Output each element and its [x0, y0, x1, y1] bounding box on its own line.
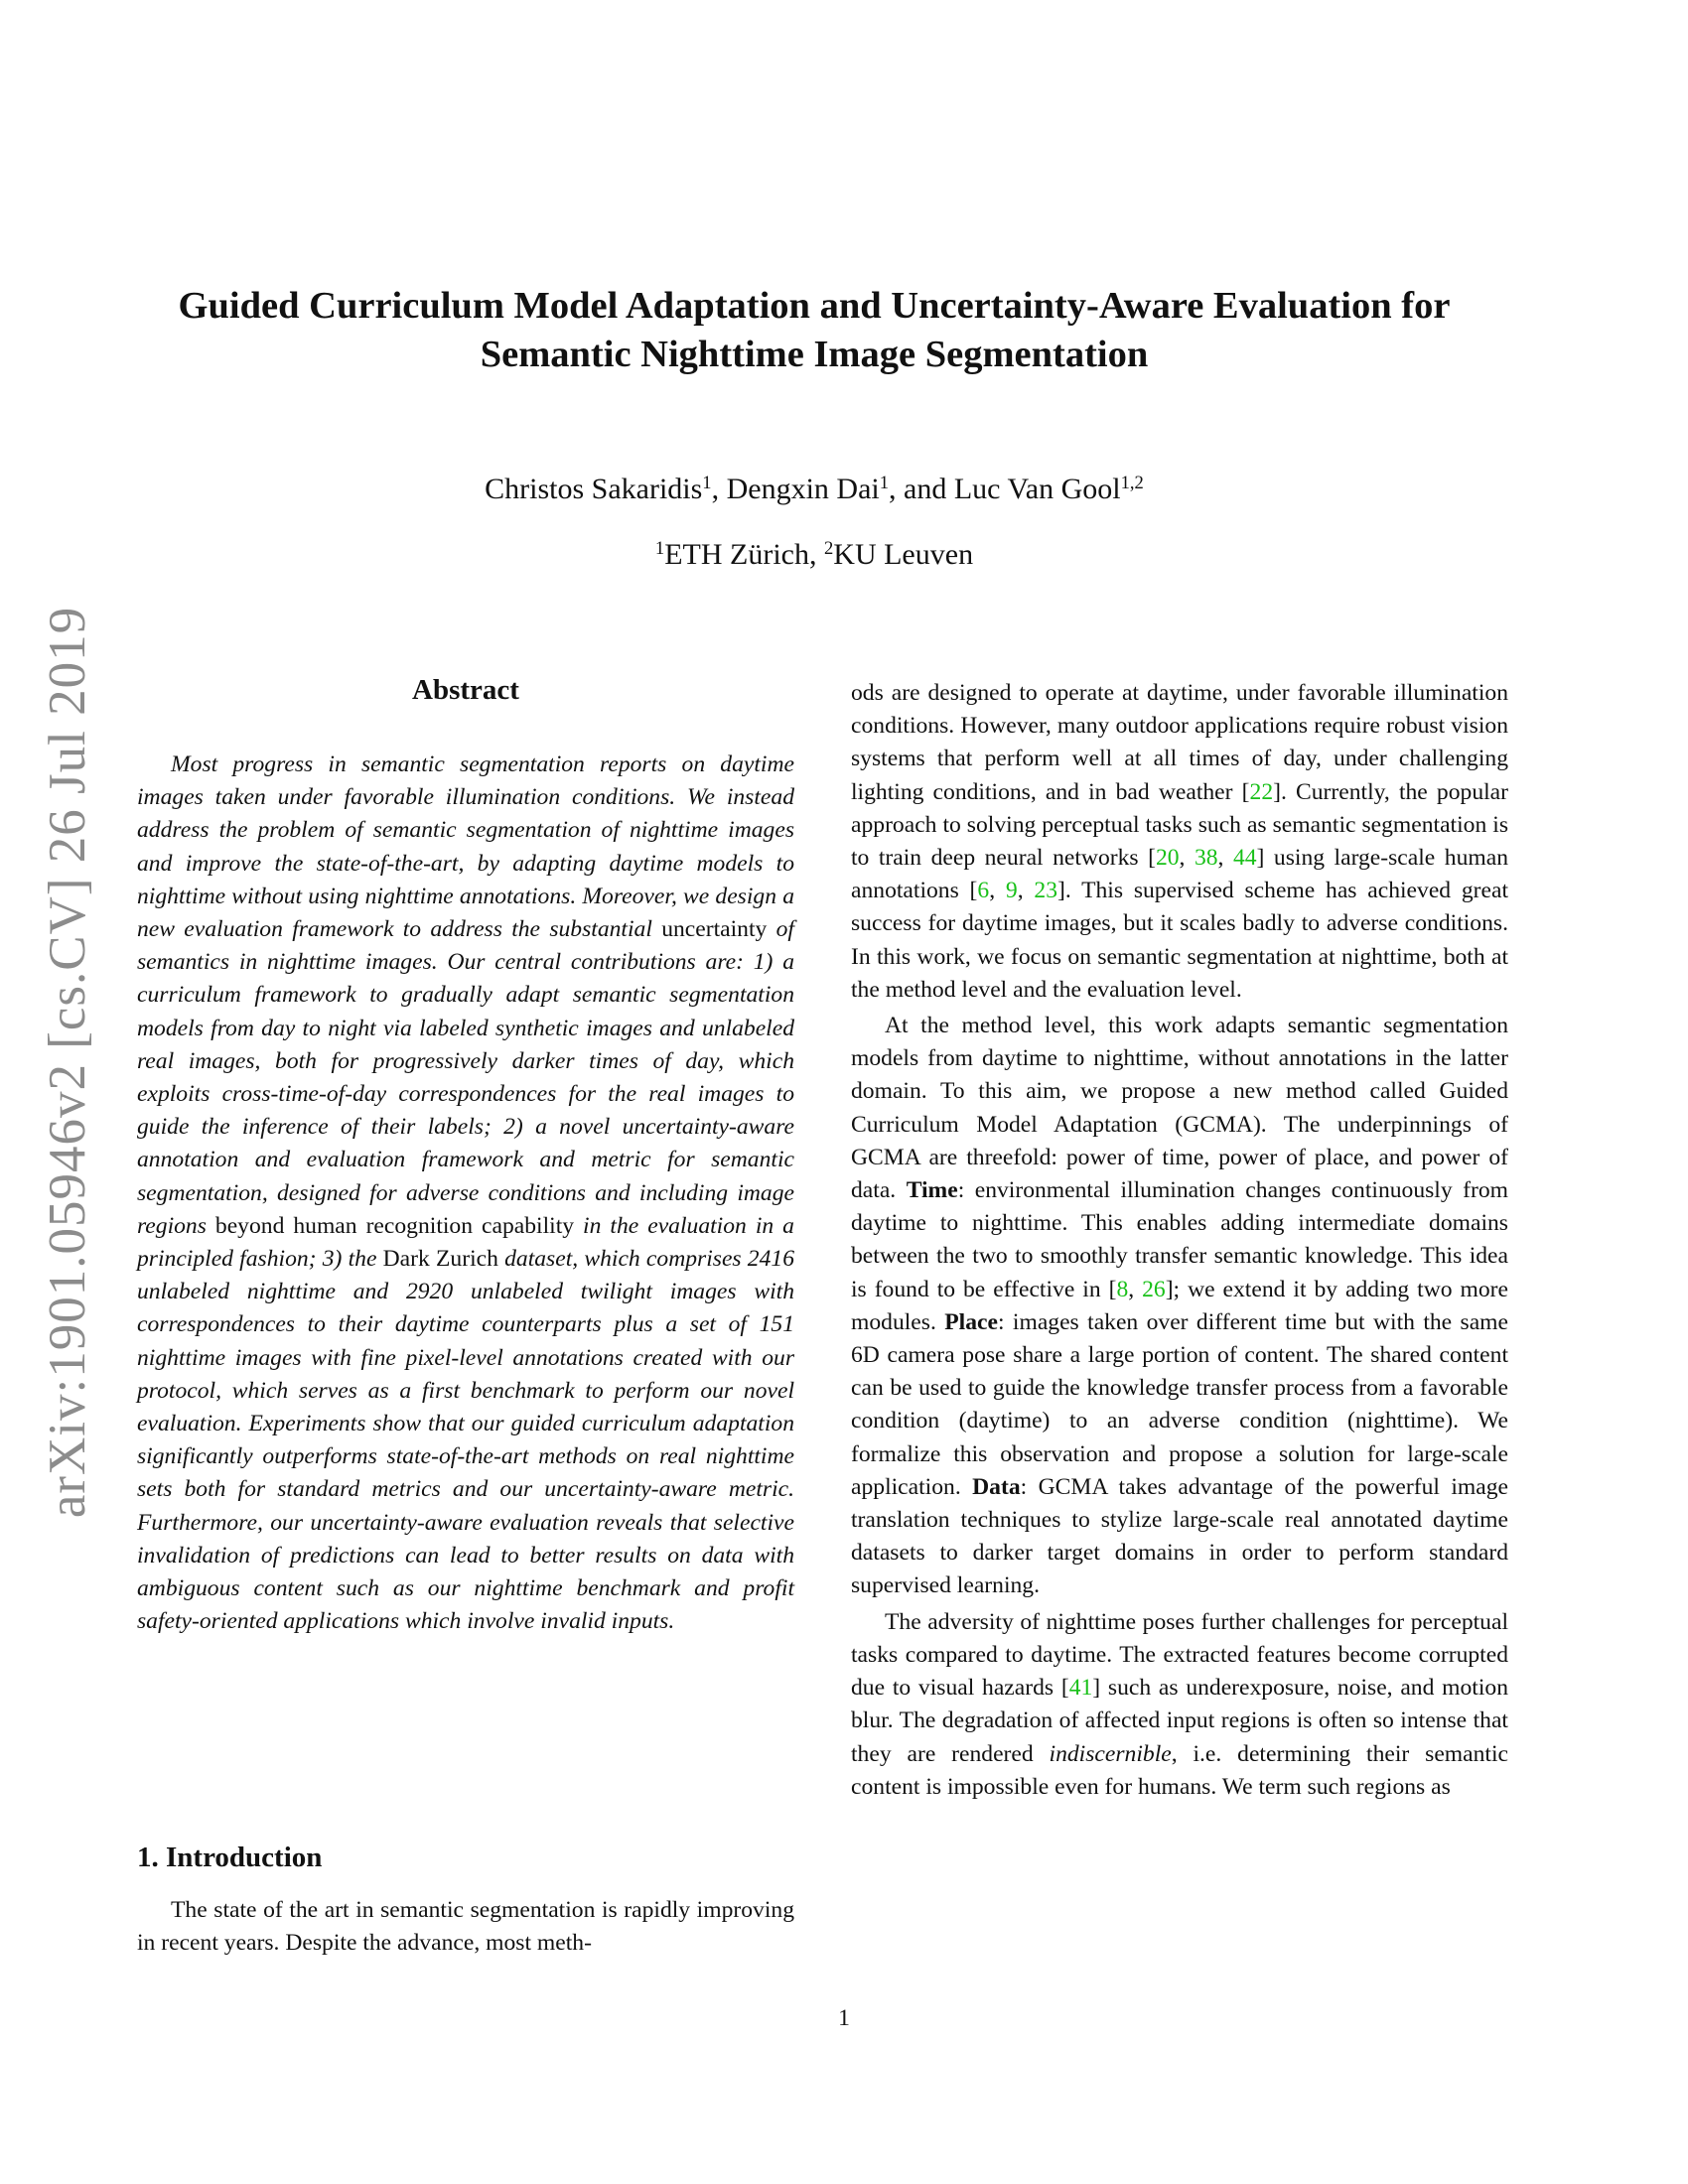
affil-mark: 2	[823, 537, 834, 559]
title-line-1: Guided Curriculum Model Adaptation and Uncertainty-Aware Evaluation for	[178, 285, 1451, 327]
arxiv-sidebar	[38, 586, 97, 1539]
affiliation: ETH Zürich,	[664, 538, 824, 571]
intro-right-column	[851, 677, 1508, 1807]
citation-link[interactable]: 6	[977, 878, 990, 904]
author-name: Christos Sakaridis	[485, 473, 703, 505]
intro-paragraph-3: The adversity of nighttime poses further challenges for perceptual tasks compared to daytime. The extracted features become corrupted due to visual hazards [41] such as underexposure, noise, and motion blur. The degradation of affected input regions is often so intense that they are rendered indiscernible, i.e. determining their semantic content is impossible even for humans. We term such regions as	[851, 1608, 1508, 1800]
citation-link[interactable]: 23	[1034, 878, 1057, 904]
citation-link[interactable]: 9	[1005, 878, 1018, 904]
author-name: , and Luc Van Gool	[889, 473, 1121, 505]
arxiv-identifier: arXiv:1901.05946v2 [cs.CV] 26 Jul 2019	[39, 606, 97, 1519]
citation-link[interactable]: 44	[1232, 845, 1257, 872]
citation-link[interactable]: 22	[1249, 778, 1274, 805]
section-heading-introduction: 1. Introduction	[137, 1842, 323, 1873]
citation-link[interactable]: 20	[1155, 845, 1180, 872]
author-name: , Dengxin Dai	[711, 473, 880, 505]
intro-paragraph-2: At the method level, this work adapts semantic segmentation models from daytime to nighttime, without annotations in the latter domain. To this aim, we propose a new method called Guided Curriculum Model Adaptation (GCMA). The underpinnings of GCMA are threefold: power of time, power of place, and power of data. Time: environmental illumination changes continuously from daytime to nighttime. This enables adding intermediate domains between the two to smoothly transfer semantic knowledge. This idea is found to be effective in [8, 26]; we extend it by adding two more modules. Place: images taken over different time but with the same 6D camera pose share a large portion of content. The shared content can be used to guide the knowledge transfer process from a favorable condition (daytime) to an adverse condition (nighttime). We formalize this observation and propose a solution for large-scale application. Data: GCMA takes advantage of the powerful image translation techniques to stylize large-scale real annotated daytime datasets to darker target domains in order to perform standard supervised learning.	[851, 1013, 1509, 1599]
citation-link[interactable]: 38	[1194, 845, 1218, 872]
author-list	[149, 472, 1479, 507]
affiliation: KU Leuven	[833, 538, 974, 571]
abstract-body: Most progress in semantic segmentation reports on daytime images taken under favorable illumination conditions. We instead address the problem of semantic segmentation of nighttime images and improve the state-of-the-art, by adapting daytime models to nighttime without using nighttime annotations. Moreover, we design a new evaluation framework to address the substantial uncertainty of semantics in nighttime images. Our central contributions are: 1) a curriculum framework to gradually adapt semantic segmentation models from day to night via labeled synthetic images and unlabeled real images, both for progressively darker times of day, which exploits cross-time-of-day correspondences for the real images to guide the inference of their labels; 2) a novel uncertainty-aware annotation and evaluation framework and metric for semantic segmentation, designed for adverse conditions and including image regions beyond human recognition capability in the evaluation in a principled fashion; 3) the Dark Zurich dataset, which comprises 2416 unlabeled nighttime and 2920 unlabeled twilight images with correspondences to their daytime counterparts plus a set of 151 nighttime images with fine pixel-level annotations created with our protocol, which serves as a first benchmark to perform our novel evaluation. Experiments show that our guided curriculum adaptation significantly outperforms state-of-the-art methods on real nighttime sets both for standard metrics and our uncertainty-aware metric. Furthermore, our uncertainty-aware evaluation reveals that selective invalidation of predictions can lead to better results on data with ambiguous content such as our nighttime benchmark and profit safety-oriented applications which involve invalid inputs.	[137, 751, 794, 1635]
citation-link[interactable]: 41	[1068, 1675, 1093, 1702]
author-affil-mark: 1,2	[1120, 472, 1144, 493]
author-affil-mark: 1	[702, 472, 712, 493]
intro-paragraph-left: The state of the art in semantic segmentation is rapidly improving in recent years. Despite the advance, most meth-	[137, 1897, 794, 1957]
abstract-heading: Abstract	[412, 674, 519, 706]
affiliation-list	[149, 537, 1479, 573]
citation-link[interactable]: 26	[1142, 1276, 1166, 1302]
author-affil-mark: 1	[879, 472, 890, 493]
intro-paragraph-1: ods are designed to operate at daytime, under favorable illumination conditions. However, many outdoor applications require robust vision systems that perform well at all times of day, under challenging lighting conditions, and in bad weather [22]. Currently, the popular approach to solving perceptual tasks such as semantic segmentation is to train deep neural networks [20, 38, 44] using large-scale human annotations [6, 9, 23]. This supervised scheme has achieved great success for daytime images, but it scales badly to adverse conditions. In this work, we focus on semantic segmentation at nighttime, both at the method level and the evaluation level.	[851, 680, 1509, 1003]
affil-mark: 1	[654, 537, 665, 559]
page-number: 1	[838, 2005, 850, 2031]
paper-title	[149, 282, 1479, 379]
title-line-2: Semantic Nighttime Image Segmentation	[480, 334, 1149, 375]
citation-link[interactable]: 8	[1116, 1276, 1129, 1302]
